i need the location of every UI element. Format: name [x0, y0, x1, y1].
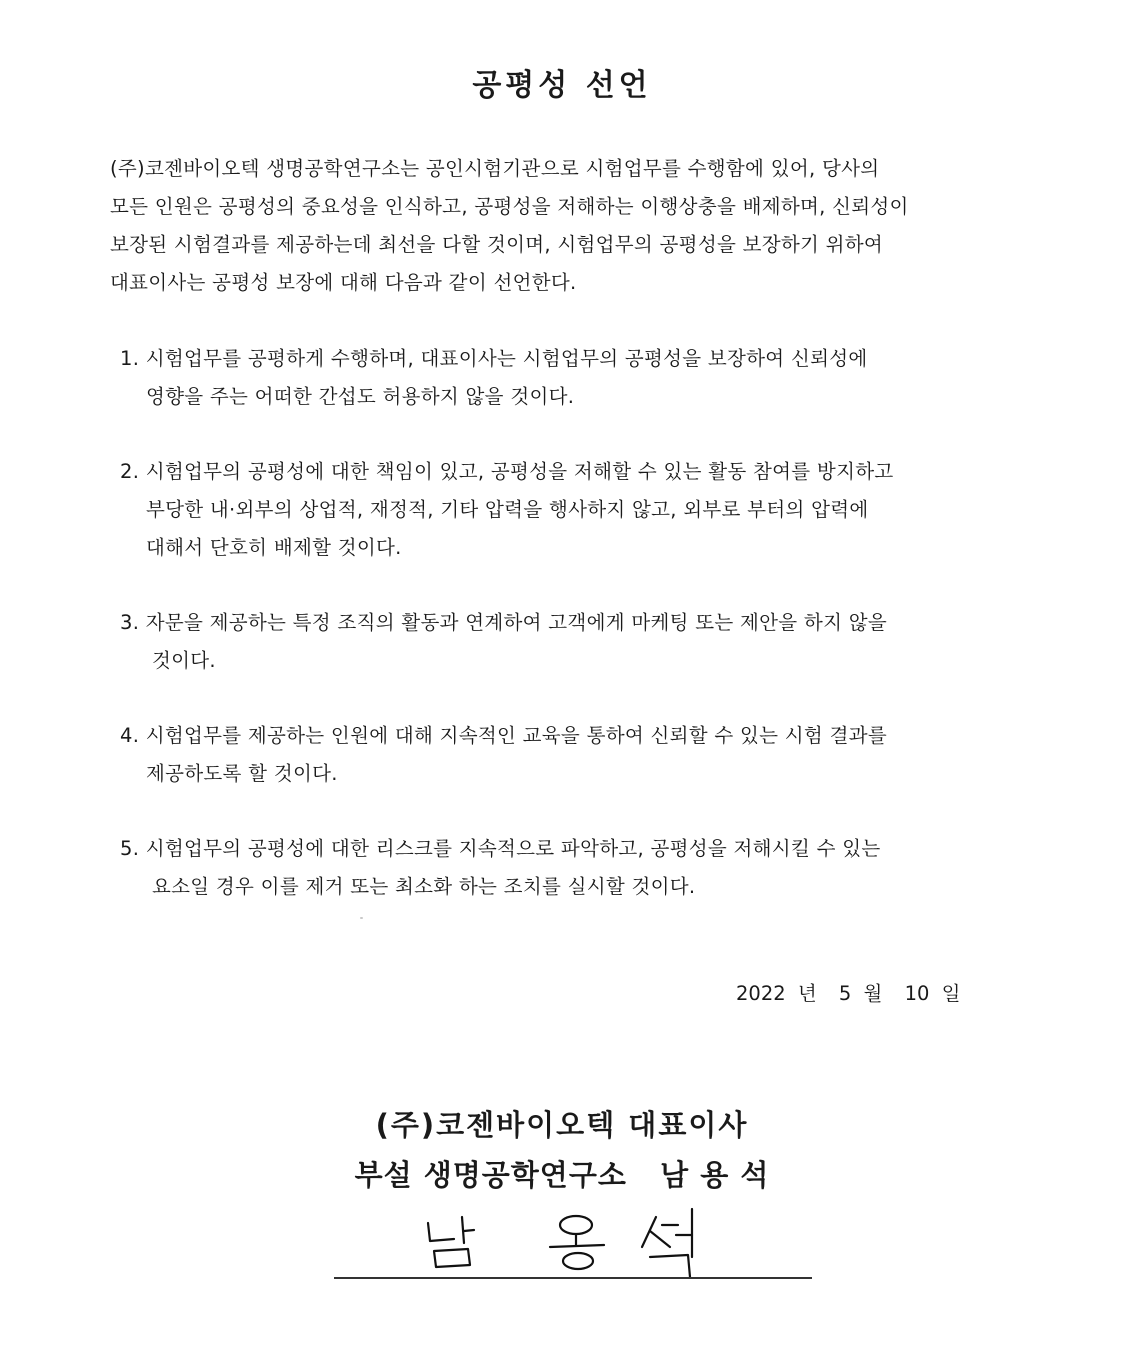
item-line: 부당한 내·외부의 상업적, 재정적, 기타 압력을 행사하지 않고, 외부로 부터의 압력에 — [146, 498, 869, 521]
declaration-item-1 — [120, 340, 1020, 416]
declaration-item-5 — [120, 830, 1020, 906]
intro-line: 보장된 시험결과를 제공하는데 최선을 다할 것이며, 시험업무의 공평성을 보장하기 위하여 — [110, 233, 884, 256]
item-line: 대해서 단호히 배제할 것이다. — [146, 536, 402, 559]
declaration-item-2 — [120, 453, 1020, 567]
declaration-item-4 — [120, 717, 1020, 793]
declaration-list — [120, 340, 1020, 943]
item-line: 것이다. — [152, 649, 216, 672]
organization-title: (주)코젠바이오텍 대표이사 — [375, 1108, 749, 1142]
date-month: 5 — [838, 982, 852, 1005]
handwritten-signature — [330, 1195, 820, 1285]
intro-line: 모든 인원은 공평성의 중요성을 인식하고, 공평성을 저해하는 이행상충을 배제하며, 신뢰성이 — [110, 195, 909, 218]
date-month-unit: 월 — [863, 982, 883, 1005]
intro-paragraph — [110, 150, 1020, 302]
item-line: 요소일 경우 이를 제거 또는 최소화 하는 조치를 실시할 것이다. — [152, 875, 696, 898]
item-line: 2. 시험업무의 공평성에 대한 책임이 있고, 공평성을 저해할 수 있는 활동 참여를 방지하고 — [120, 460, 894, 483]
item-line: 3. 자문을 제공하는 특정 조직의 활동과 연계하여 고객에게 마케팅 또는 제안을 하지 않을 — [120, 611, 887, 634]
intro-line: 대표이사는 공평성 보장에 대해 다음과 같이 선언한다. — [110, 271, 577, 294]
date-year: 2022 — [736, 982, 786, 1005]
scan-speck — [360, 917, 363, 919]
item-line: 1. 시험업무를 공평하게 수행하며, 대표이사는 시험업무의 공평성을 보장하여 신뢰성에 — [120, 347, 868, 370]
document-title: 공평성 선언 — [472, 68, 652, 103]
item-line: 5. 시험업무의 공평성에 대한 리스크를 지속적으로 파악하고, 공평성을 저해시킬 수 있는 — [120, 837, 881, 860]
item-line: 제공하도록 할 것이다. — [146, 762, 338, 785]
date-year-unit: 년 — [797, 982, 817, 1005]
item-line: 영향을 주는 어떠한 간섭도 허용하지 않을 것이다. — [146, 385, 575, 408]
date-day-unit: 일 — [941, 982, 961, 1005]
item-line: 4. 시험업무를 제공하는 인원에 대해 지속적인 교육을 통하여 신뢰할 수 있는 시험 결과를 — [120, 724, 887, 747]
date-day: 10 — [904, 982, 930, 1005]
declaration-item-3 — [120, 604, 1020, 680]
intro-line: (주)코젠바이오텍 생명공학연구소는 공인시험기관으로 시험업무를 수행함에 있어, 당사의 — [110, 157, 880, 180]
document-date — [736, 978, 966, 1006]
signatory-line: 부설 생명공학연구소 남 용 석 — [354, 1158, 770, 1192]
